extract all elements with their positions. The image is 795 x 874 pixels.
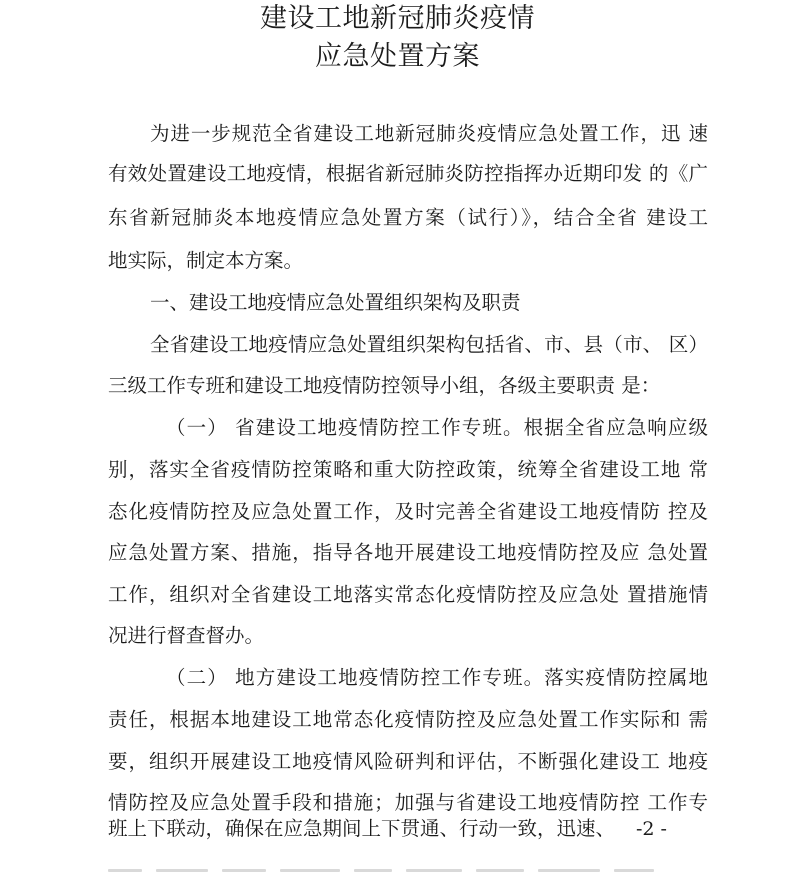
item-line: 情防控及应急处置手段和措施；加强与省建设工地疫情防控 工作专 (108, 791, 708, 814)
item-line: 工作，组织对全省建设工地落实常态化疫情防控及应急处 置措施情 (108, 583, 708, 606)
document-title-line-1: 建设工地新冠肺炎疫情 (260, 3, 535, 34)
section-line: 全省建设工地疫情应急处置组织架构包括省、市、县（市、 区） (150, 333, 708, 356)
cut-off-text-line (108, 866, 708, 874)
item-line: 况进行督查督办。 (108, 624, 265, 647)
document-title-line-2: 应急处置方案 (315, 41, 480, 72)
intro-line: 为进一步规范全省建设工地新冠肺炎疫情应急处置工作，迅 速 (150, 122, 708, 145)
item-line: 要，组织开展建设工地疫情风险研判和评估，不断强化建设工 地疫 (108, 750, 708, 773)
page-number: -2 - (636, 818, 667, 840)
item-line: 班上下联动，确保在应急期间上下贯通、行动一致，迅速、 (108, 817, 616, 840)
item-line: （一） 省建设工地疫情防控工作专班。根据全省应急响应级 (166, 416, 708, 439)
item-line: （二） 地方建设工地疫情防控工作专班。落实疫情防控属地 (166, 666, 708, 689)
intro-line: 地实际，制定本方案。 (108, 249, 304, 272)
item-line: 责任，根据本地建设工地常态化疫情防控及应急处置工作实际和 需 (108, 708, 708, 731)
item-line: 别，落实全省疫情防控策略和重大防控政策，统筹全省建设工地 常 (108, 458, 708, 481)
section-heading: 一、建设工地疫情应急处置组织架构及职责 (150, 291, 521, 314)
intro-line: 有效处置建设工地疫情，根据省新冠肺炎防控指挥办近期印发 的《广 (108, 162, 708, 185)
section-line: 三级工作专班和建设工地疫情防控领导小组，各级主要职责 是： (108, 374, 661, 397)
item-line: 态化疫情防控及应急处置工作，及时完善全省建设工地疫情防 控及 (108, 500, 708, 523)
item-line: 应急处置方案、措施，指导各地开展建设工地疫情防控及应 急处置 (108, 541, 708, 564)
intro-line: 东省新冠肺炎本地疫情应急处置方案（试行）》，结合全省 建设工 (108, 206, 708, 229)
